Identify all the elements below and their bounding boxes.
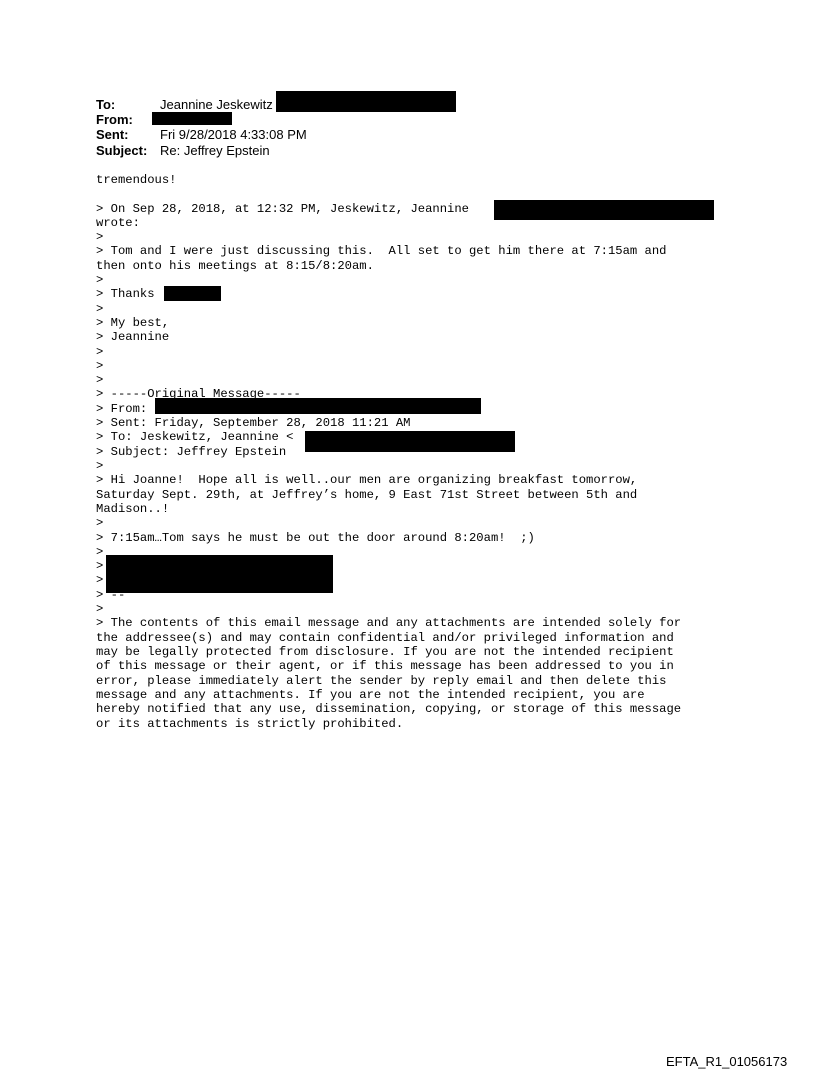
redaction-block [494,200,714,220]
quote-line: > [96,359,104,373]
quote-line: > [96,302,104,316]
quote-line: > [96,573,104,587]
quote-line: > My best, [96,316,170,330]
disclaimer-line: of this message or their agent, or if this message has been addressed to you in [96,659,674,673]
disclaimer-line: or its attachments is strictly prohibited. [96,717,404,731]
document-id: EFTA_R1_01056173 [666,1054,788,1069]
redaction-block [164,286,221,301]
quote-line: > [96,602,104,616]
quote-line: > Thanks [96,287,155,301]
quote-line: > [96,559,104,573]
original-body-line: Madison..! [96,502,170,516]
disclaimer-line: may be legally protected from disclosure. If you are not the intended recipient [96,645,674,659]
quote-line: > [96,545,104,559]
signature-separator: > -- [96,588,126,602]
original-message-header: > -----Original Message----- [96,387,301,401]
quote-line: > On Sep 28, 2018, at 12:32 PM, Jeskewitz, Jeannine [96,202,469,216]
disclaimer-line: error, please immediately alert the sender by reply email and then delete this [96,674,667,688]
quote-line: > [96,516,104,530]
original-body-line: Saturday Sept. 29th, at Jeffrey’s home, 9 East 71st Street between 5th and [96,488,638,502]
redaction-block [106,555,333,593]
disclaimer-line: the addressee(s) and may contain confidential and/or privileged information and [96,631,674,645]
from-label: From: [96,112,133,127]
reply-text: tremendous! [96,173,177,187]
original-to: > To: Jeskewitz, Jeannine < [96,430,294,444]
quote-line: then onto his meetings at 8:15/8:20am. [96,259,374,273]
disclaimer-line: hereby notified that any use, dissemination, copying, or storage of this message [96,702,682,716]
original-subject: > Subject: Jeffrey Epstein [96,445,287,459]
quote-line: > [96,373,104,387]
to-value: Jeannine Jeskewitz [160,97,273,112]
quote-line: > [96,230,104,244]
quote-line: > [96,459,104,473]
disclaimer-line: > The contents of this email message and any attachments are intended solely for [96,616,682,630]
original-body-line: > Hi Joanne! Hope all is well..our men are organizing breakfast tomorrow, [96,473,638,487]
quote-line: > [96,273,104,287]
original-body-line: > 7:15am…Tom says he must be out the door around 8:20am! ;) [96,531,535,545]
redaction-block [276,91,456,112]
quote-line: > Tom and I were just discussing this. All set to get him there at 7:15am and [96,244,667,258]
sent-value: Fri 9/28/2018 4:33:08 PM [160,127,307,142]
quote-line: > Jeannine [96,330,170,344]
redaction-block [305,431,515,452]
sent-label: Sent: [96,127,129,142]
quote-line: > [96,345,104,359]
original-sent: > Sent: Friday, September 28, 2018 11:21 AM [96,416,411,430]
original-from: > From: [96,402,148,416]
to-label: To: [96,97,116,112]
redaction-block [152,112,232,125]
subject-value: Re: Jeffrey Epstein [160,143,270,158]
subject-label: Subject: [96,143,148,158]
quote-line: wrote: [96,216,140,230]
disclaimer-line: message and any attachments. If you are not the intended recipient, you are [96,688,645,702]
